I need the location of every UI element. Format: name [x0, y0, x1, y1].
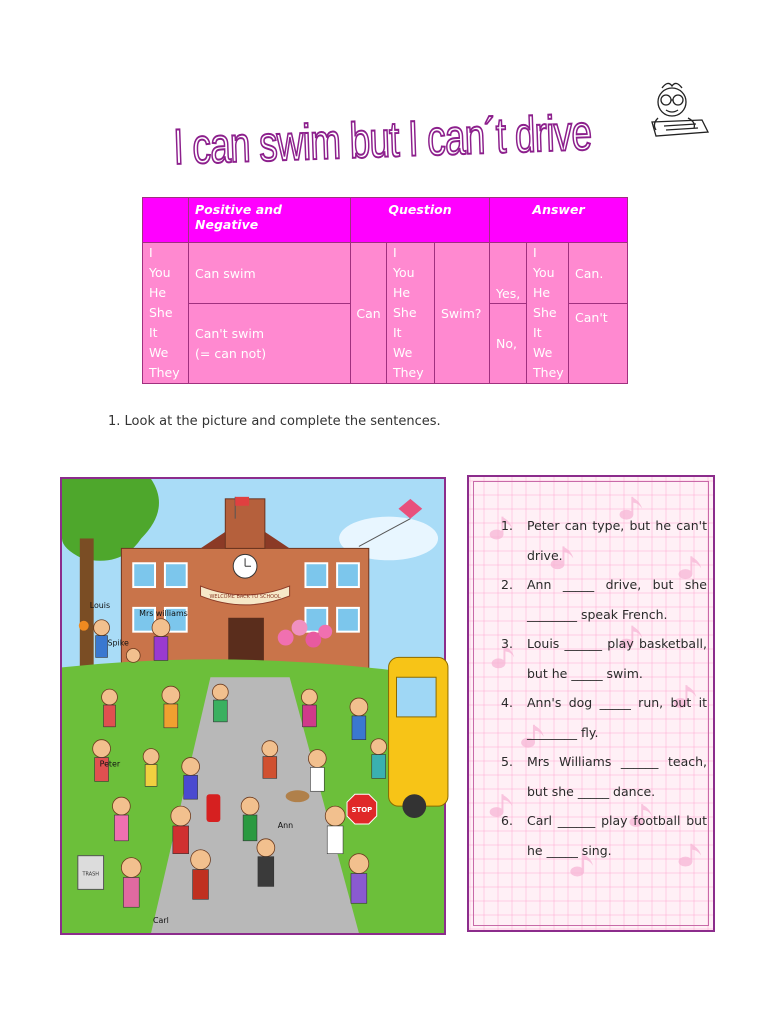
pronoun: He — [533, 285, 551, 300]
cant-swim-note: (= can not) — [195, 345, 267, 361]
cell-cant-swim — [189, 304, 351, 384]
pronoun: We — [393, 345, 413, 360]
pronoun: She — [393, 305, 417, 320]
worksheet-title — [170, 92, 741, 184]
pronoun: They — [149, 365, 180, 380]
title-text: I can swim but I can´t drive — [172, 99, 741, 175]
school-tower — [225, 499, 265, 549]
table-header-row — [143, 198, 628, 243]
pronoun: It — [149, 325, 158, 340]
cell-answer-yes: Yes, — [490, 243, 527, 304]
pronoun: He — [393, 285, 411, 300]
item-text: Carl ______ play football but he _____ sing. — [527, 813, 707, 858]
pronoun: They — [533, 365, 564, 380]
pronoun: They — [393, 365, 424, 380]
banner-text: WELCOME BACK TO SCHOOL — [209, 593, 281, 600]
pronoun: I — [149, 245, 153, 260]
pronoun: She — [149, 305, 173, 320]
pronoun: You — [149, 265, 171, 280]
instruction-text: 1. Look at the picture and complete the sentences. — [108, 414, 441, 429]
flag-icon — [235, 497, 249, 506]
label-mrs-williams: Mrs williams — [139, 608, 188, 618]
basketball-icon — [79, 621, 89, 631]
pronoun: I — [533, 245, 537, 260]
list-item — [491, 688, 707, 747]
pronoun: It — [393, 325, 402, 340]
pronoun: She — [533, 305, 557, 320]
school-picture — [60, 477, 446, 935]
label-spike: Spike — [107, 638, 129, 648]
stop-text: STOP — [351, 806, 373, 815]
item-number: 5. — [501, 754, 513, 769]
header-answer: Answer — [490, 198, 628, 243]
item-number: 3. — [501, 636, 513, 651]
cell-question-can: Can — [351, 243, 387, 384]
pronoun: We — [533, 345, 553, 360]
bus-wheel — [402, 794, 426, 818]
header-positive-negative: Positive and Negative — [189, 198, 351, 243]
pronoun: I — [393, 245, 397, 260]
cell-question-swim: Swim? — [435, 243, 490, 384]
pronoun-list — [143, 243, 189, 384]
item-number: 2. — [501, 577, 513, 592]
item-text: Ann _____ drive, but she ________ speak French. — [527, 577, 707, 622]
table-row — [143, 243, 628, 304]
item-text: Mrs Williams ______ teach, but she _____ dance. — [527, 754, 707, 799]
cant-swim-text: Can't swim — [195, 325, 265, 341]
label-carl: Carl — [153, 916, 169, 926]
header-blank — [143, 198, 189, 243]
label-louis: Louis — [89, 600, 111, 610]
list-item — [491, 806, 707, 865]
list-item — [491, 511, 707, 570]
pronoun: You — [533, 265, 555, 280]
item-number: 6. — [501, 813, 513, 828]
exercise-list — [491, 511, 707, 865]
item-text: Peter can type, but he can't drive. — [527, 518, 707, 563]
title-wordart — [170, 92, 741, 184]
cell-can-swim: Can swim — [189, 243, 351, 304]
cell-answer-can: Can. — [569, 243, 628, 304]
label-peter: Peter — [99, 759, 121, 769]
question-pronoun-list — [387, 243, 435, 384]
pronoun: It — [533, 325, 542, 340]
label-ann: Ann — [277, 820, 294, 830]
answer-pronoun-list — [527, 243, 569, 384]
exercise-box — [467, 475, 715, 932]
item-number: 4. — [501, 695, 513, 710]
pronoun: He — [149, 285, 167, 300]
pronoun: We — [149, 345, 169, 360]
list-item — [491, 747, 707, 806]
item-text: Ann's dog _____ run, but it ________ fly. — [527, 695, 707, 740]
cell-answer-cant: Can't — [569, 304, 628, 384]
list-item — [491, 570, 707, 629]
fire-hydrant-icon — [206, 794, 220, 822]
grammar-table — [142, 197, 628, 384]
pronoun: You — [393, 265, 415, 280]
trash-text: TRASH — [82, 871, 99, 878]
student-reading-icon — [642, 78, 714, 142]
dog-icon — [286, 790, 310, 802]
item-text: Louis ______ play basketball, but he _____ swim. — [527, 636, 707, 681]
item-number: 1. — [501, 518, 513, 533]
header-question: Question — [351, 198, 490, 243]
list-item — [491, 629, 707, 688]
cell-answer-no: No, — [490, 304, 527, 384]
